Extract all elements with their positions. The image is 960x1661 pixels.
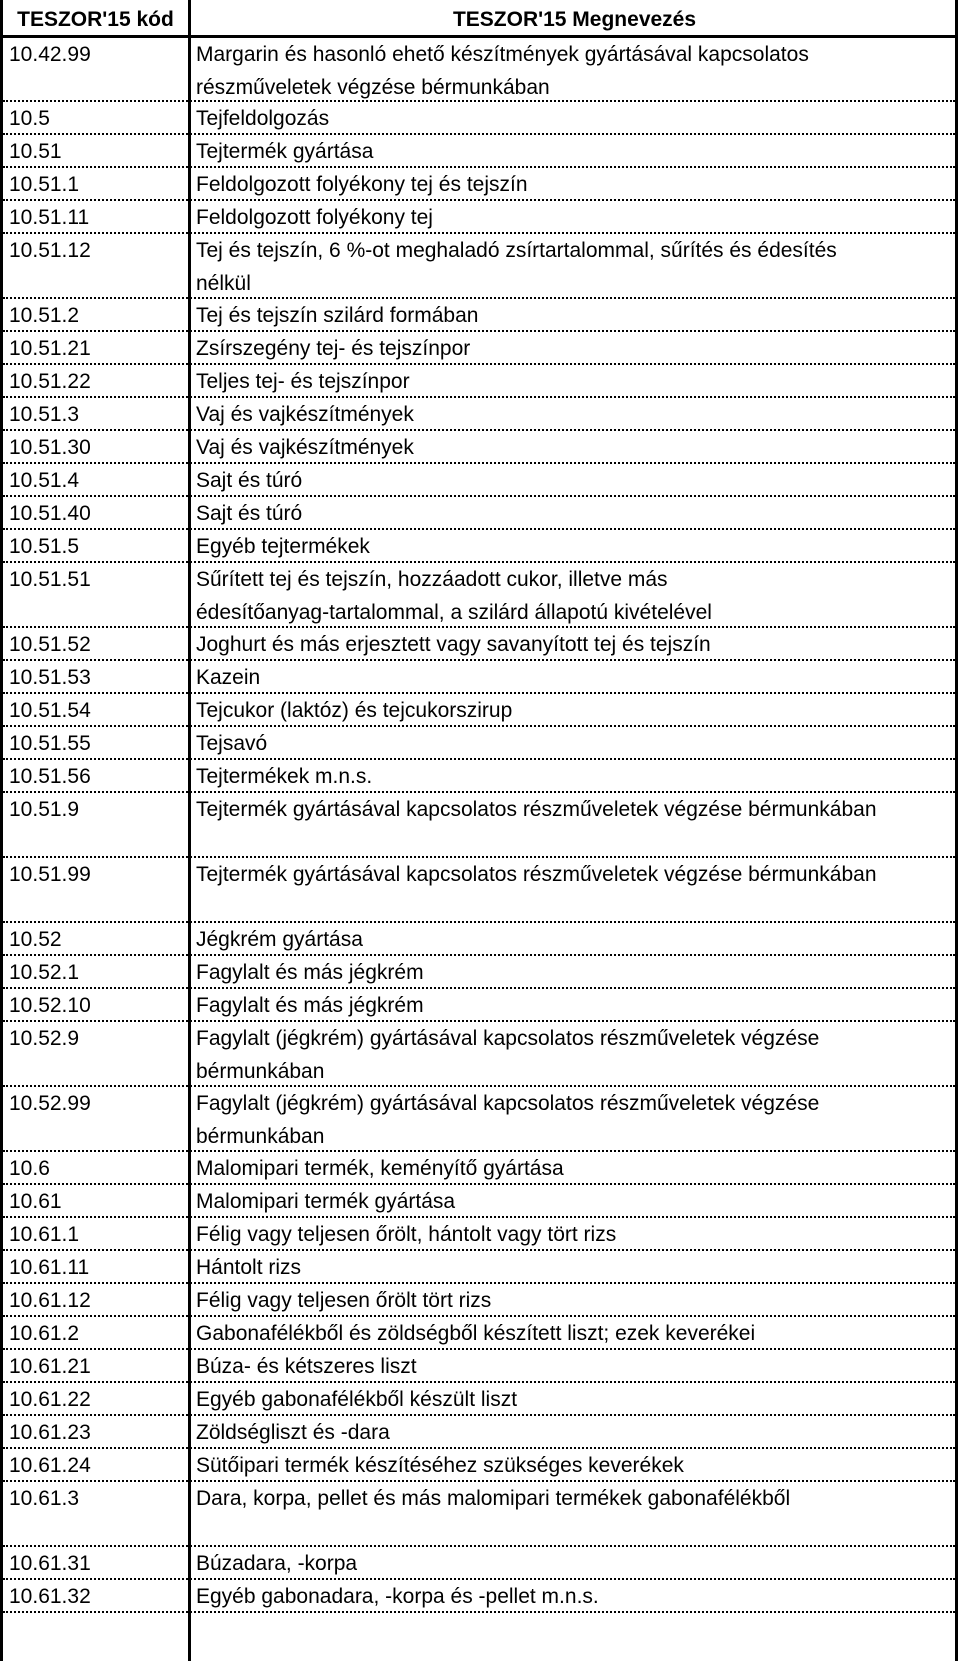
- code-column-header: TESZOR'15 kód: [17, 8, 174, 31]
- name-cell: [196, 1449, 953, 1482]
- code-cell: 10.51.21: [9, 337, 91, 360]
- table-row: [3, 299, 955, 332]
- table-row: [3, 1152, 955, 1185]
- name-cell: [196, 530, 953, 563]
- name-line: Tej és tejszín, 6 %-ot meghaladó zsírtartalommal, sűrítés és édesítés: [196, 239, 837, 262]
- code-cell: 10.61.3: [9, 1487, 80, 1510]
- table-row: [3, 1284, 955, 1317]
- name-line: Feldolgozott folyékony tej és tejszín: [196, 173, 528, 196]
- table-row: [3, 858, 955, 923]
- name-line: Fagylalt és más jégkrém: [196, 994, 424, 1017]
- table-row: [3, 628, 955, 661]
- name-line: Joghurt és más erjesztett vagy savanyított tej és tejszín: [196, 633, 711, 656]
- code-cell: 10.51.5: [9, 535, 80, 558]
- name-cell: [196, 497, 953, 530]
- table-row: [3, 332, 955, 365]
- code-cell: 10.61.12: [9, 1289, 91, 1312]
- table-row: [3, 530, 955, 563]
- name-cell: [196, 234, 953, 300]
- name-line: Margarin és hasonló ehető készítmények gyártásával kapcsolatos: [196, 43, 809, 66]
- name-line: [196, 891, 953, 924]
- name-line: Feldolgozott folyékony tej: [196, 206, 433, 229]
- name-line: édesítőanyag-tartalommal, a szilárd állapotú kivételével: [196, 601, 712, 624]
- name-line: Sajt és túró: [196, 469, 303, 492]
- name-line: Fagylalt (jégkrém) gyártásával kapcsolatos részműveletek végzése: [196, 1092, 820, 1115]
- code-cell: 10.61.11: [9, 1256, 90, 1279]
- name-line: Tej és tejszín szilárd formában: [196, 304, 479, 327]
- code-cell: 10.52.10: [9, 994, 91, 1017]
- name-cell: [196, 858, 953, 924]
- name-line: [196, 1515, 953, 1548]
- name-cell: [196, 563, 953, 629]
- code-cell: 10.52.99: [9, 1092, 91, 1115]
- name-line: Fagylalt és más jégkrém: [196, 961, 424, 984]
- code-cell: 10.51.99: [9, 863, 91, 886]
- name-line: Egyéb tejtermékek: [196, 535, 370, 558]
- name-line: Kazein: [196, 666, 261, 689]
- name-cell: [196, 365, 953, 398]
- name-cell: [196, 1350, 953, 1383]
- table-row: [3, 1185, 955, 1218]
- code-cell: 10.52: [9, 928, 62, 951]
- name-line: részműveletek végzése bérmunkában: [196, 76, 550, 99]
- name-cell: [196, 332, 953, 365]
- code-cell: 10.51.40: [9, 502, 91, 525]
- table-row: [3, 497, 955, 530]
- name-line: Félig vagy teljesen őrölt tört rizs: [196, 1289, 492, 1312]
- name-line: bérmunkában: [196, 1125, 325, 1148]
- name-line: [196, 826, 953, 859]
- table-row: [3, 1251, 955, 1284]
- name-cell: [196, 760, 953, 793]
- name-cell: [196, 628, 953, 661]
- table-row: [3, 1482, 955, 1547]
- code-cell: 10.61.22: [9, 1388, 91, 1411]
- table-row: [3, 1218, 955, 1251]
- code-cell: 10.51.1: [9, 173, 80, 196]
- name-line: Tejcukor (laktóz) és tejcukorszirup: [196, 699, 513, 722]
- name-cell: [196, 1416, 953, 1449]
- table-row: [3, 1022, 955, 1087]
- table-row: [3, 102, 955, 135]
- code-cell: 10.61.32: [9, 1585, 91, 1608]
- column-divider: [188, 0, 191, 1661]
- table-row: [3, 1383, 955, 1416]
- name-line: Vaj és vajkészítmények: [196, 436, 414, 459]
- code-cell: 10.61: [9, 1190, 62, 1213]
- name-cell: [196, 1251, 953, 1284]
- code-cell: 10.51.11: [9, 206, 90, 229]
- table-row: [3, 727, 955, 760]
- name-line: Tejtermék gyártása: [196, 140, 374, 163]
- name-line: Hántolt rizs: [196, 1256, 302, 1279]
- name-cell: [196, 1284, 953, 1317]
- table-row: [3, 38, 955, 102]
- code-cell: 10.61.1: [9, 1223, 80, 1246]
- name-line: Tejfeldolgozás: [196, 107, 330, 130]
- name-line: Tejtermék gyártásával kapcsolatos részműveletek végzése bérmunkában: [196, 798, 877, 821]
- table-row: [3, 168, 955, 201]
- name-cell: [196, 956, 953, 989]
- name-line: Vaj és vajkészítmények: [196, 403, 414, 426]
- table-row: [3, 956, 955, 989]
- name-cell: [196, 1087, 953, 1153]
- name-line: bérmunkában: [196, 1060, 325, 1083]
- name-line: Malomipari termék gyártása: [196, 1190, 456, 1213]
- name-cell: [196, 1317, 953, 1350]
- name-cell: [196, 464, 953, 497]
- name-cell: [196, 1022, 953, 1088]
- code-cell: 10.5: [9, 107, 50, 130]
- code-cell: 10.52.1: [9, 961, 80, 984]
- code-cell: 10.51.3: [9, 403, 80, 426]
- table-row: [3, 989, 955, 1022]
- table-row: [3, 1317, 955, 1350]
- table-row: [3, 1350, 955, 1383]
- name-line: Gabonafélékből és zöldségből készített liszt; ezek keverékei: [196, 1322, 756, 1345]
- name-cell: [196, 1482, 953, 1548]
- name-cell: [196, 431, 953, 464]
- table-row: [3, 1087, 955, 1152]
- name-line: Búzadara, -korpa: [196, 1552, 358, 1575]
- name-line: Malomipari termék, keményítő gyártása: [196, 1157, 564, 1180]
- code-cell: 10.51.30: [9, 436, 91, 459]
- code-cell: 10.61.21: [9, 1355, 91, 1378]
- name-cell: [196, 1185, 953, 1218]
- code-cell: 10.51: [9, 140, 62, 163]
- code-cell: 10.51.54: [9, 699, 91, 722]
- code-cell: 10.51.2: [9, 304, 80, 327]
- code-cell: 10.61.23: [9, 1421, 91, 1444]
- table-row: [3, 135, 955, 168]
- name-cell: [196, 1218, 953, 1251]
- name-cell: [196, 168, 953, 201]
- code-cell: 10.52.9: [9, 1027, 80, 1050]
- table-row: [3, 1580, 955, 1613]
- name-cell: [196, 201, 953, 234]
- table-row: [3, 365, 955, 398]
- name-cell: [196, 1383, 953, 1416]
- name-line: Zöldségliszt és -dara: [196, 1421, 390, 1444]
- code-cell: 10.61.24: [9, 1454, 91, 1477]
- table-row: [3, 694, 955, 727]
- name-cell: [196, 398, 953, 431]
- name-line: nélkül: [196, 272, 251, 295]
- name-cell: [196, 727, 953, 760]
- name-cell: [196, 793, 953, 859]
- table-row: [3, 923, 955, 956]
- table-row: [3, 661, 955, 694]
- name-column-header: TESZOR'15 Megnevezés: [452, 8, 697, 31]
- name-cell: [196, 135, 953, 168]
- name-cell: [196, 1580, 953, 1613]
- name-cell: [196, 1152, 953, 1185]
- name-cell: [196, 694, 953, 727]
- table-body: [3, 38, 955, 1613]
- name-line: Jégkrém gyártása: [196, 928, 363, 951]
- name-cell: [196, 661, 953, 694]
- name-line: Tejsavó: [196, 732, 268, 755]
- code-cell: 10.51.51: [9, 568, 91, 591]
- name-line: Fagylalt (jégkrém) gyártásával kapcsolatos részműveletek végzése: [196, 1027, 820, 1050]
- name-line: Tejtermék gyártásával kapcsolatos részműveletek végzése bérmunkában: [196, 863, 877, 886]
- code-cell: 10.42.99: [9, 43, 91, 66]
- name-cell: [196, 989, 953, 1022]
- name-line: Sütőipari termék készítéséhez szükséges keverékek: [196, 1454, 684, 1477]
- table-row: [3, 1449, 955, 1482]
- table-row: [3, 793, 955, 858]
- name-cell: [196, 923, 953, 956]
- name-cell: [196, 102, 953, 135]
- table-row: [3, 201, 955, 234]
- table-row: [3, 234, 955, 299]
- code-cell: 10.51.53: [9, 666, 91, 689]
- code-cell: 10.51.56: [9, 765, 91, 788]
- name-line: Búza- és kétszeres liszt: [196, 1355, 417, 1378]
- name-line: Egyéb gabonadara, -korpa és -pellet m.n.s.: [196, 1585, 599, 1608]
- code-cell: 10.51.12: [9, 239, 91, 262]
- name-line: Zsírszegény tej- és tejszínpor: [196, 337, 471, 360]
- table-row: [3, 760, 955, 793]
- code-cell: 10.6: [9, 1157, 50, 1180]
- table-row: [3, 398, 955, 431]
- code-cell: 10.51.55: [9, 732, 91, 755]
- name-line: Sajt és túró: [196, 502, 303, 525]
- name-line: Dara, korpa, pellet és más malomipari termékek gabonafélékből: [196, 1487, 791, 1510]
- code-cell: 10.51.4: [9, 469, 80, 492]
- code-cell: 10.61.31: [9, 1552, 91, 1575]
- code-cell: 10.51.52: [9, 633, 91, 656]
- name-cell: [196, 299, 953, 332]
- name-line: Sűrített tej és tejszín, hozzáadott cukor, illetve más: [196, 568, 668, 591]
- table-row: [3, 431, 955, 464]
- table-row: [3, 464, 955, 497]
- table-row: [3, 1416, 955, 1449]
- name-cell: [196, 38, 953, 104]
- name-line: Egyéb gabonafélékből készült liszt: [196, 1388, 518, 1411]
- table-header: [3, 0, 955, 38]
- code-cell: 10.51.9: [9, 798, 80, 821]
- table-row: [3, 1547, 955, 1580]
- name-line: Félig vagy teljesen őrölt, hántolt vagy tört rizs: [196, 1223, 617, 1246]
- name-line: Teljes tej- és tejszínpor: [196, 370, 410, 393]
- code-cell: 10.61.2: [9, 1322, 80, 1345]
- table-row: [3, 563, 955, 628]
- name-cell: [196, 1547, 953, 1580]
- name-line: Tejtermékek m.n.s.: [196, 765, 373, 788]
- code-cell: 10.51.22: [9, 370, 91, 393]
